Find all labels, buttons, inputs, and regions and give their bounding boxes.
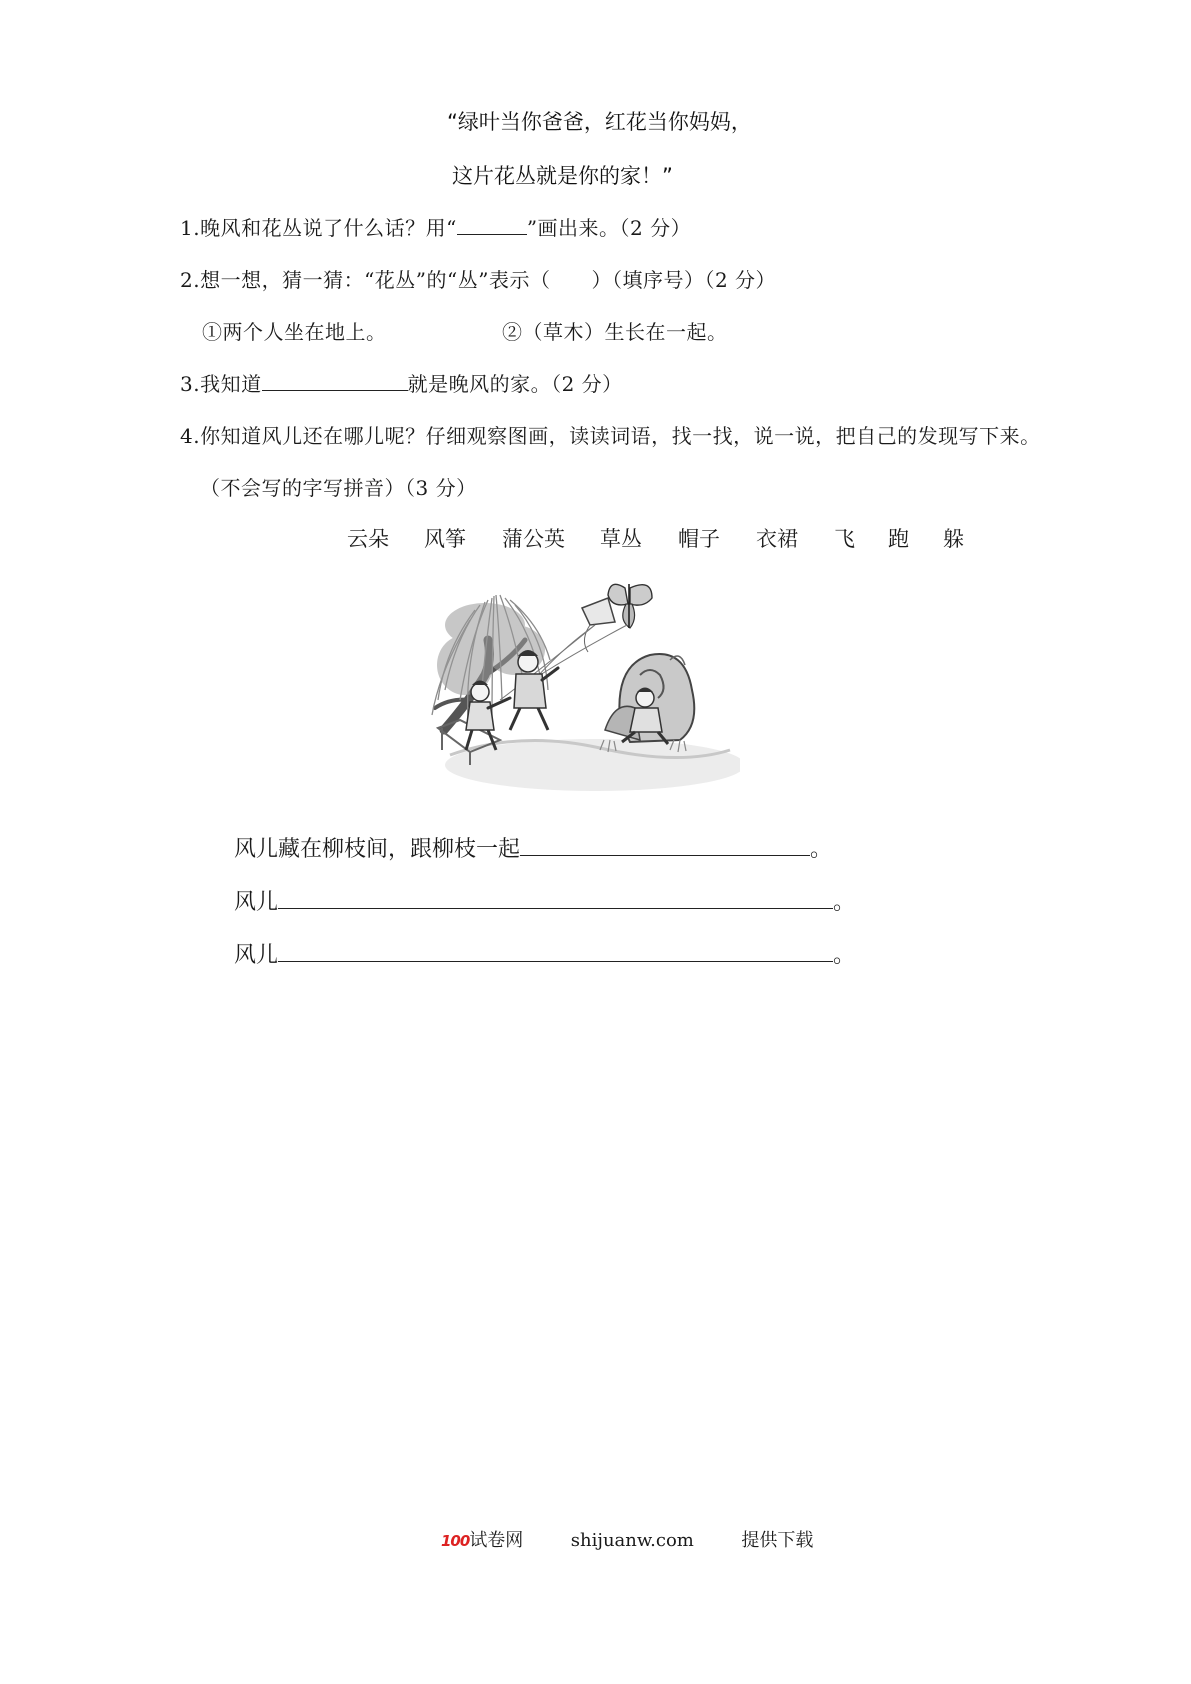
word-bank [0,523,1191,553]
footer-provide: 提供下载 [741,1530,814,1551]
poem-line-1: “绿叶当你爸爸，红花当你妈妈， [447,110,752,134]
question-3 [180,368,623,397]
question-3-answer-line[interactable] [262,372,408,391]
child-left [466,681,510,751]
question-3-text-after: 就是晚风的家。（2 分） [407,372,623,396]
question-1-text-after: ”画出来。（2 分） [526,216,692,240]
kite-diamond [582,598,615,652]
fill-line-2 [234,885,855,916]
fill-line-3-answer[interactable] [278,941,833,962]
word-bank-item: 跑 [888,527,909,551]
fill-line-3-end: 。 [833,943,856,968]
question-1-text-before: 1.晚风和花丛说了什么话？用“ [180,216,457,240]
question-1-sample-underline [457,216,527,235]
footer-logo-text: 试卷网 [469,1530,524,1551]
question-3-text-before: 3.我知道 [180,372,262,396]
word-bank-item: 蒲公英 [502,527,565,551]
fill-line-3-prefix: 风儿 [234,943,279,968]
fill-line-1 [234,832,832,863]
poem-line-2: 这片花丛就是你的家！” [452,164,673,188]
word-bank-item: 云朵 [347,527,389,551]
word-bank-item: 风筝 [424,527,466,551]
word-bank-item: 草丛 [600,527,642,551]
question-2-option-2: ②（草木）生长在一起。 [502,320,728,344]
footer-site[interactable]: shijuanw.com [570,1530,694,1551]
question-1 [180,212,691,241]
question-4-note: （不会写的字写拼音）（3 分） [200,476,477,500]
footer-logo-number: 100 [441,1532,470,1550]
fill-line-2-answer[interactable] [278,888,833,909]
question-4: 4.你知道风儿还在哪儿呢？仔细观察图画，读读词语，找一找，说一说，把自己的发现写下来。 [180,424,1041,448]
word-bank-item: 飞 [834,527,855,551]
fill-line-1-end: 。 [810,837,833,862]
fill-line-2-end: 。 [833,890,856,915]
word-bank-item: 躲 [943,527,964,551]
question-2-option-1: ①两个人坐在地上。 [202,320,387,344]
illustration-kite-scene [430,580,740,800]
fill-line-2-prefix: 风儿 [234,890,279,915]
word-bank-item: 帽子 [678,527,720,551]
fill-line-1-answer[interactable] [520,835,810,856]
footer [441,1526,813,1552]
fill-line-1-prefix: 风儿藏在柳枝间，跟柳枝一起 [234,837,521,862]
word-bank-item: 衣裙 [756,527,798,551]
fill-line-3 [234,938,855,969]
question-2: 2.想一想，猜一猜：“花丛”的“丛”表示（ ）（填序号）（2 分） [180,268,777,292]
